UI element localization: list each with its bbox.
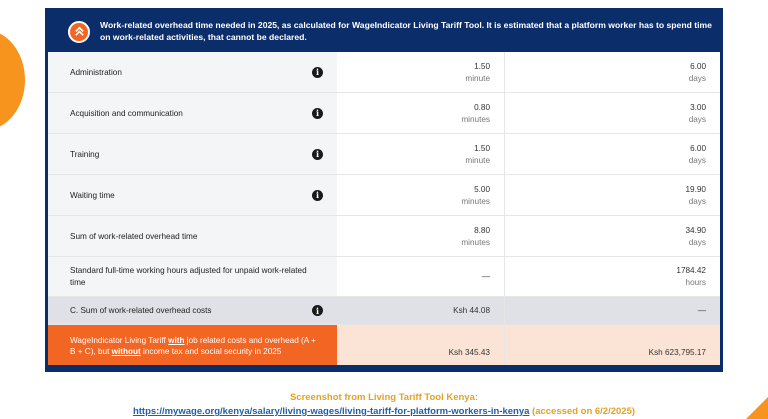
living-tariff-label: WageIndicator Living Tariff with job related costs and overhead (A + B + C), but without income tax and social security in 2025	[48, 325, 337, 365]
value: 1784.42	[676, 266, 706, 275]
row-label: Waiting time	[70, 190, 115, 200]
source-link[interactable]: https://mywage.org/kenya/salary/living-wages/living-tariff-for-platform-workers-in-kenya	[132, 406, 530, 417]
header-text: Work-related overhead time needed in 2025, as calculated for WageIndicator Living Tariff Tool. It is estimated that a platform worker has to spend time on work-related activities, that cannot be declared.	[100, 20, 712, 42]
value: —	[697, 306, 706, 315]
table-row	[48, 175, 720, 216]
value: 19.90	[685, 184, 706, 194]
row-label: C. Sum of work-related overhead costs	[70, 306, 212, 315]
row-label: Training	[70, 149, 100, 159]
unit: minutes	[461, 114, 490, 124]
value: Ksh 44.08	[453, 306, 490, 315]
table-row	[48, 93, 720, 134]
living-tariff-row	[48, 325, 720, 365]
value: Ksh 345.43	[448, 348, 490, 357]
info-icon[interactable]: i	[312, 190, 323, 201]
value: Ksh 623,795.17	[648, 348, 706, 357]
value: 34.90	[685, 225, 706, 235]
info-icon[interactable]: i	[312, 108, 323, 119]
accessed-date: (accessed on 6/2/2025)	[529, 406, 636, 417]
collapse-button[interactable]	[68, 21, 90, 43]
unit: minutes	[461, 237, 490, 247]
unit: minute	[465, 73, 490, 83]
table-row	[48, 257, 720, 297]
overhead-panel	[45, 8, 723, 372]
unit: days	[688, 73, 706, 83]
table-row	[48, 52, 720, 93]
double-chevron-up-icon	[74, 26, 85, 37]
row-label: Administration	[70, 67, 122, 77]
value: —	[481, 272, 490, 281]
unit: days	[688, 196, 706, 206]
unit: minutes	[461, 196, 490, 206]
unit: days	[688, 114, 706, 124]
info-icon[interactable]: i	[312, 67, 323, 78]
table-row	[48, 216, 720, 257]
caption-source	[0, 406, 768, 417]
info-icon[interactable]: i	[312, 305, 323, 316]
overhead-table	[48, 52, 720, 365]
value: 0.80	[474, 102, 490, 112]
unit: minute	[465, 155, 490, 165]
unit: days	[688, 237, 706, 247]
value: 1.50	[474, 61, 490, 71]
table-row	[48, 134, 720, 175]
decorative-orange-circle	[0, 30, 25, 130]
sum-row	[48, 297, 720, 325]
value: 5.00	[474, 184, 490, 194]
value: 3.00	[690, 102, 706, 112]
caption-title: Screenshot from Living Tariff Tool Kenya:	[289, 392, 479, 403]
panel-header	[48, 11, 720, 52]
unit: hours	[685, 278, 706, 287]
row-label: Acquisition and communication	[70, 108, 183, 118]
row-label: Sum of work-related overhead time	[70, 231, 198, 241]
row-label: Standard full-time working hours adjusted for unpaid work-related time	[70, 266, 307, 287]
unit: days	[688, 155, 706, 165]
value: 6.00	[690, 61, 706, 71]
info-icon[interactable]: i	[312, 149, 323, 160]
value: 8.80	[474, 225, 490, 235]
value: 6.00	[690, 143, 706, 153]
value: 1.50	[474, 143, 490, 153]
